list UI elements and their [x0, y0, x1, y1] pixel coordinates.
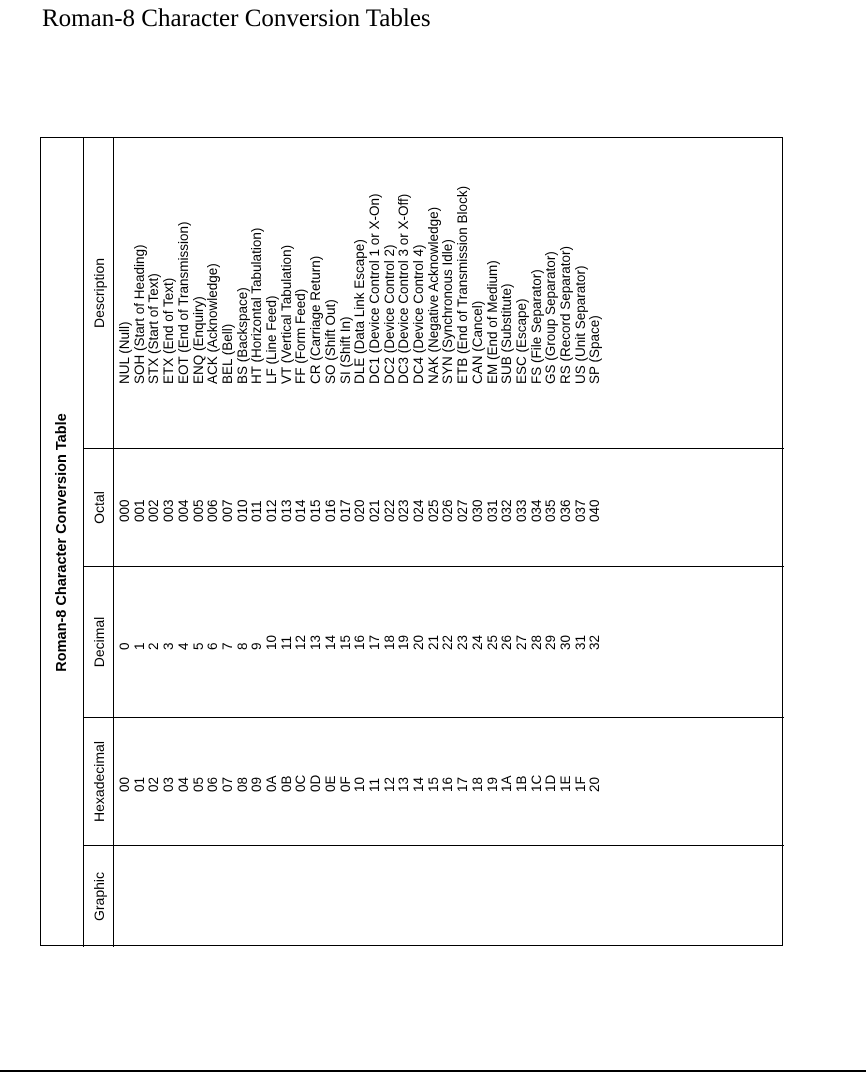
table-row — [544, 138, 559, 947]
hex-cell: 0E — [322, 775, 338, 792]
table-row — [412, 138, 427, 947]
octal-cell: 017 — [337, 499, 353, 522]
decimal-cell: 26 — [499, 634, 515, 650]
hex-cell: 16 — [440, 776, 456, 792]
octal-cell: 033 — [513, 499, 529, 522]
octal-cell: 005 — [190, 499, 206, 522]
decimal-cell: 20 — [411, 634, 426, 650]
table-row — [147, 138, 162, 947]
decimal-cell: 19 — [396, 634, 412, 650]
hex-cell: 1A — [499, 775, 515, 792]
hex-cell: 12 — [381, 776, 397, 792]
table-row — [192, 138, 207, 947]
table-row — [588, 138, 603, 947]
header-octal: Octal — [91, 491, 107, 524]
hex-cell: 0D — [308, 774, 324, 792]
octal-cell: 006 — [205, 499, 221, 522]
description-cell: SP (Space) — [587, 315, 603, 384]
octal-cell: 037 — [572, 499, 588, 522]
description-cell: CR (Carriage Return) — [308, 255, 324, 384]
hex-cell: 06 — [205, 776, 221, 792]
table-row — [368, 138, 383, 947]
description-cell: EOT (End of Transmission) — [175, 221, 191, 384]
table-row — [486, 138, 501, 947]
description-cell: SUB (Substitute) — [499, 283, 515, 384]
hex-cell: 01 — [131, 776, 147, 792]
decimal-cell: 7 — [219, 642, 235, 650]
octal-cell: 020 — [352, 499, 368, 522]
octal-cell: 034 — [528, 499, 544, 522]
table-title: Roman-8 Character Conversion Table — [54, 413, 70, 672]
table-row — [383, 138, 398, 947]
decimal-cell: 13 — [308, 634, 324, 650]
table-row — [574, 138, 589, 947]
decimal-cell: 0 — [117, 642, 132, 650]
table-row — [265, 138, 280, 947]
decimal-cell: 28 — [528, 634, 544, 650]
description-cell: DLE (Data Link Escape) — [352, 239, 368, 384]
octal-cell: 027 — [455, 499, 471, 522]
octal-cell: 030 — [469, 499, 485, 522]
description-cell: STX (Start of Text) — [146, 273, 162, 384]
octal-cell: 007 — [219, 499, 235, 522]
description-cell: FS (File Separator) — [528, 269, 544, 384]
hex-cell: 1F — [572, 776, 588, 792]
octal-cell: 003 — [161, 499, 177, 522]
decimal-cell: 30 — [558, 634, 573, 650]
description-cell: SOH (Start of Heading) — [131, 244, 147, 384]
conversion-table — [40, 137, 783, 946]
description-cell: ETB (End of Transmission Block) — [455, 185, 471, 384]
hex-cell: 1D — [543, 774, 559, 792]
octal-cell: 036 — [558, 499, 573, 522]
table-row — [309, 138, 324, 947]
hex-cell: 17 — [455, 776, 471, 792]
table-row — [221, 138, 236, 947]
header-graphic: Graphic — [91, 871, 107, 922]
octal-cell: 004 — [175, 499, 191, 522]
table-row — [427, 138, 442, 947]
octal-cell: 025 — [425, 499, 441, 522]
hex-cell: 0A — [264, 775, 279, 792]
hex-cell: 1C — [528, 774, 544, 792]
table-row — [294, 138, 309, 947]
hex-cell: 0C — [293, 774, 309, 792]
description-cell: RS (Record Separator) — [558, 245, 573, 384]
description-cell: DC4 (Device Control 4) — [411, 244, 426, 384]
table-row — [162, 138, 177, 947]
table-row — [353, 138, 368, 947]
rotated-table-content — [41, 138, 784, 947]
decimal-cell: 10 — [264, 634, 279, 650]
table-row — [324, 138, 339, 947]
hex-cell: 00 — [117, 776, 132, 792]
description-cell: HT (Horizontal Tabulation) — [249, 227, 265, 384]
description-cell: US (Unit Separator) — [572, 265, 588, 384]
table-row — [133, 138, 148, 947]
table-row — [456, 138, 471, 947]
description-cell: ESC (Escape) — [513, 298, 529, 384]
decimal-cell: 15 — [337, 634, 353, 650]
octal-cell: 001 — [131, 499, 147, 522]
description-cell: SI (Shift In) — [337, 316, 353, 384]
table-row — [559, 138, 574, 947]
hex-cell: 0B — [278, 775, 294, 792]
hex-cell: 11 — [366, 777, 382, 792]
decimal-cell: 1 — [131, 642, 147, 650]
decimal-cell: 9 — [249, 642, 265, 650]
decimal-cell: 16 — [352, 634, 368, 650]
octal-cell: 032 — [499, 499, 515, 522]
description-cell: FF (Form Feed) — [293, 288, 309, 384]
header-description: Description — [91, 257, 107, 329]
hex-cell: 20 — [587, 776, 603, 792]
hex-cell: 08 — [234, 776, 250, 792]
table-row — [515, 138, 530, 947]
table-row — [118, 138, 133, 947]
table-row — [397, 138, 412, 947]
hex-cell: 02 — [146, 776, 162, 792]
hex-cell: 13 — [396, 776, 412, 792]
description-cell: GS (Group Separator) — [543, 251, 559, 384]
decimal-cell: 12 — [293, 634, 309, 650]
octal-cell: 031 — [484, 499, 500, 522]
description-cell: ETX (End of Text) — [161, 277, 177, 384]
octal-cell: 010 — [234, 499, 250, 522]
description-cell: DC3 (Device Control 3 or X-Off) — [396, 193, 412, 384]
decimal-cell: 6 — [205, 642, 221, 650]
description-cell: ACK (Acknowledge) — [205, 263, 221, 384]
table-row — [530, 138, 545, 947]
octal-cell: 014 — [293, 499, 309, 522]
table-row — [177, 138, 192, 947]
octal-cell: 015 — [308, 499, 324, 522]
hex-cell: 03 — [161, 776, 177, 792]
decimal-cell: 18 — [381, 634, 397, 650]
table-row — [280, 138, 295, 947]
hex-cell: 05 — [190, 776, 206, 792]
description-cell: SO (Shift Out) — [322, 299, 338, 384]
description-cell: ENQ (Enquiry) — [190, 296, 206, 384]
header-hexadecimal: Hexadecimal — [91, 741, 107, 822]
header-divider — [113, 138, 114, 947]
decimal-cell: 5 — [190, 642, 206, 650]
table-row — [471, 138, 486, 947]
octal-cell: 000 — [117, 499, 132, 522]
hex-cell: 1B — [513, 775, 529, 792]
hex-cell: 0F — [337, 776, 353, 792]
table-row — [339, 138, 354, 947]
hex-cell: 09 — [249, 776, 265, 792]
decimal-cell: 3 — [161, 642, 177, 650]
table-row — [441, 138, 456, 947]
decimal-cell: 23 — [455, 634, 471, 650]
octal-cell: 035 — [543, 499, 559, 522]
decimal-cell: 29 — [543, 634, 559, 650]
octal-cell: 012 — [264, 499, 279, 522]
description-cell: SYN (Synchronous Idle) — [440, 239, 456, 384]
table-row — [206, 138, 221, 947]
octal-cell: 023 — [396, 499, 412, 522]
decimal-cell: 21 — [425, 634, 441, 650]
hex-cell: 14 — [411, 776, 426, 792]
decimal-cell: 11 — [278, 635, 294, 650]
header-decimal: Decimal — [91, 616, 107, 668]
decimal-cell: 14 — [322, 634, 338, 650]
description-cell: NUL (Null) — [117, 321, 132, 384]
hex-cell: 07 — [219, 776, 235, 792]
hex-cell: 19 — [484, 776, 500, 792]
octal-cell: 022 — [381, 499, 397, 522]
octal-cell: 040 — [587, 499, 603, 522]
octal-cell: 021 — [366, 499, 382, 522]
description-cell: CAN (Cancel) — [469, 300, 485, 384]
table-row — [500, 138, 515, 947]
decimal-cell: 2 — [146, 642, 162, 650]
description-cell: BEL (Bell) — [219, 323, 235, 384]
octal-cell: 011 — [249, 500, 265, 522]
octal-cell: 016 — [322, 499, 338, 522]
octal-cell: 026 — [440, 499, 456, 522]
description-cell: DC1 (Device Control 1 or X-On) — [366, 193, 382, 384]
decimal-cell: 17 — [366, 634, 382, 650]
decimal-cell: 24 — [469, 634, 485, 650]
description-cell: DC2 (Device Control 2) — [381, 244, 397, 384]
decimal-cell: 8 — [234, 642, 250, 650]
description-cell: LF (Line Feed) — [264, 295, 279, 384]
decimal-cell: 4 — [175, 642, 191, 650]
page-title: Roman-8 Character Conversion Tables — [42, 5, 431, 32]
decimal-cell: 32 — [587, 634, 603, 650]
description-cell: NAK (Negative Acknowledge) — [425, 206, 441, 384]
decimal-cell: 27 — [513, 634, 529, 650]
hex-cell: 04 — [175, 776, 191, 792]
description-cell: VT (Vertical Tabulation) — [278, 244, 294, 384]
decimal-cell: 22 — [440, 634, 456, 650]
octal-cell: 024 — [411, 499, 426, 522]
table-row — [250, 138, 265, 947]
decimal-cell: 31 — [572, 634, 588, 650]
table-row — [236, 138, 251, 947]
footer-rule — [0, 1070, 866, 1072]
hex-cell: 15 — [425, 776, 441, 792]
octal-cell: 002 — [146, 499, 162, 522]
hex-cell: 18 — [469, 776, 485, 792]
octal-cell: 013 — [278, 499, 294, 522]
description-cell: BS (Backspace) — [234, 287, 250, 384]
description-cell: EM (End of Medium) — [484, 260, 500, 384]
decimal-cell: 25 — [484, 634, 500, 650]
hex-cell: 1E — [558, 775, 573, 792]
hex-cell: 10 — [352, 776, 368, 792]
